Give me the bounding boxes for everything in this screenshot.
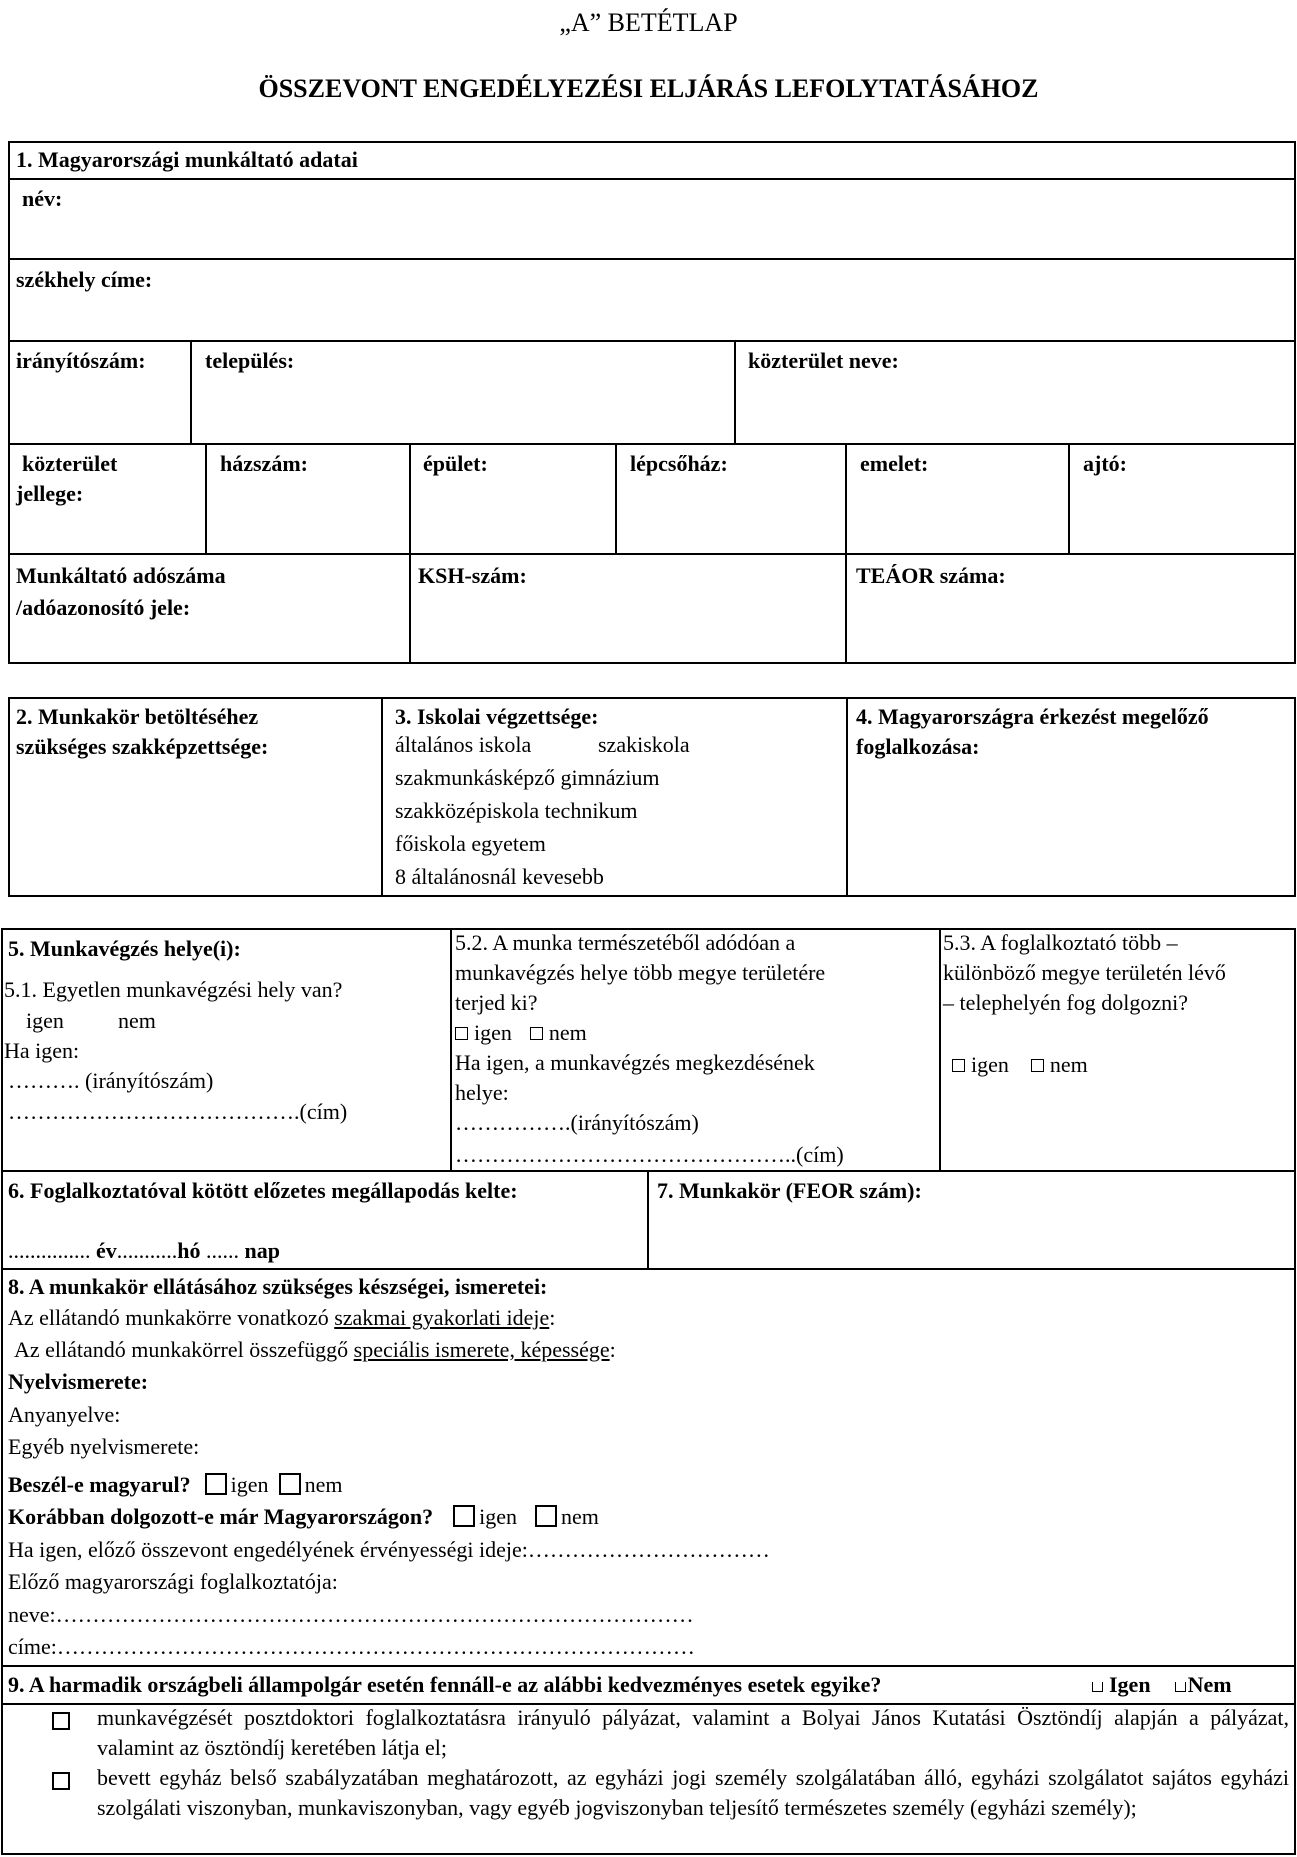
seat-address-field[interactable] bbox=[12, 295, 1292, 338]
street-type-label-2: jellege: bbox=[16, 481, 84, 506]
education-heading: 3. Iskolai végzettsége: bbox=[395, 704, 599, 729]
prior-occupation-label-1: 4. Magyarországra érkezést megelőző bbox=[856, 704, 1209, 729]
date-day-label: nap bbox=[244, 1238, 280, 1263]
single-workplace-no[interactable]: nem bbox=[118, 1008, 156, 1033]
teaor-number-label: TEÁOR száma: bbox=[856, 563, 1006, 588]
date-year-dots: ............... bbox=[8, 1238, 91, 1263]
preferential-no-checkbox[interactable] bbox=[1175, 1682, 1186, 1692]
multi-site-yes-label: igen bbox=[971, 1052, 1009, 1077]
date-day-dots: ...... bbox=[206, 1238, 240, 1263]
previous-employer-address-field[interactable]: címe:…………………………………………………………………………… bbox=[8, 1634, 695, 1659]
worked-in-hungary-question: Korábban dolgozott-e már Magyarországon? bbox=[8, 1504, 434, 1529]
worked-in-hungary-no-checkbox[interactable] bbox=[535, 1505, 557, 1527]
speaks-hungarian-question: Beszél-e magyarul? bbox=[8, 1472, 191, 1497]
multi-site-yes-checkbox[interactable] bbox=[952, 1059, 965, 1072]
multi-county-no-checkbox[interactable] bbox=[530, 1027, 543, 1040]
workplace-heading: 5. Munkavégzés helye(i): bbox=[8, 936, 241, 961]
education-options-row4[interactable]: főiskola egyetem bbox=[395, 831, 546, 856]
zip-label: irányítószám: bbox=[16, 348, 146, 373]
speaks-hungarian-yes-label: igen bbox=[230, 1472, 269, 1497]
single-workplace-yes[interactable]: igen bbox=[26, 1008, 64, 1033]
mother-tongue-label: Anyanyelve: bbox=[8, 1402, 121, 1427]
previous-employer-label: Előző magyarországi foglalkoztatója: bbox=[8, 1569, 338, 1594]
multi-site-no-checkbox[interactable] bbox=[1031, 1059, 1044, 1072]
multi-county-line-5: Ha igen, a munkavégzés megkezdésének bbox=[455, 1050, 815, 1075]
street-type-label-1: közterület bbox=[22, 451, 118, 476]
special-skills-label: Az ellátandó munkakörrel összefüggő speciális ismerete, képessége: bbox=[14, 1337, 616, 1362]
speaks-hungarian-no-label: nem bbox=[304, 1472, 343, 1497]
qualification-label-2: szükséges szakképzettsége: bbox=[16, 734, 269, 759]
education-options-row5[interactable]: 8 általánosnál kevesebb bbox=[395, 864, 604, 889]
date-month-dots: ........... bbox=[116, 1238, 178, 1263]
multi-county-no-label: nem bbox=[548, 1020, 587, 1045]
seat-address-label: székhely címe: bbox=[16, 267, 153, 292]
town-label: település: bbox=[205, 348, 295, 373]
employer-name-field[interactable] bbox=[12, 214, 1292, 256]
multi-site-no-label: nem bbox=[1049, 1052, 1088, 1077]
prior-occupation-label-2: foglalkozása: bbox=[856, 734, 980, 759]
section1-heading: 1. Magyarországi munkáltató adatai bbox=[16, 147, 358, 172]
multi-site-line-2: különböző megye területén lévő bbox=[943, 960, 1226, 985]
multi-county-line-2: munkavégzés helye több megye területére bbox=[455, 960, 826, 985]
worked-in-hungary-yes-checkbox[interactable] bbox=[453, 1505, 475, 1527]
tax-number-label-1: Munkáltató adószáma bbox=[16, 563, 226, 588]
preferential-yes-label: Igen bbox=[1109, 1672, 1151, 1697]
multi-county-line-6: helye: bbox=[455, 1080, 509, 1105]
multi-site-line-3: – telephelyén fog dolgozni? bbox=[943, 990, 1188, 1015]
house-number-label: házszám: bbox=[220, 451, 308, 476]
worked-in-hungary-row bbox=[8, 1502, 599, 1532]
multi-site-options bbox=[948, 1050, 1088, 1080]
qualification-label-1: 2. Munkakör betöltéséhez bbox=[16, 704, 259, 729]
multi-county-yes-checkbox[interactable] bbox=[455, 1027, 468, 1040]
preferential-yes-checkbox[interactable] bbox=[1092, 1682, 1103, 1692]
postdoc-checkbox[interactable] bbox=[52, 1712, 70, 1730]
previous-permit-field[interactable]: Ha igen, előző összevont engedélyének érvényességi ideje:…………………………… bbox=[8, 1537, 770, 1562]
tax-number-label-2: /adóazonosító jele: bbox=[16, 595, 191, 620]
multi-site-line-1: 5.3. A foglalkoztató több – bbox=[943, 930, 1178, 955]
workplace-if-yes: Ha igen: bbox=[4, 1038, 80, 1063]
floor-label: emelet: bbox=[860, 451, 929, 476]
multi-county-address-field[interactable]: ………………………………………..(cím) bbox=[455, 1142, 844, 1167]
worked-in-hungary-no-label: nem bbox=[560, 1504, 599, 1529]
speaks-hungarian-no-checkbox[interactable] bbox=[279, 1473, 301, 1495]
preferential-cases-options bbox=[1088, 1670, 1232, 1700]
building-label: épület: bbox=[423, 451, 488, 476]
postdoc-item-text: munkavégzését posztdoktori foglalkoztatásra irányuló pályázat, valamint a Bolyai János Kutatási Ösztöndíj alapján a pályázat, valamint az ösztöndíj keretében látja el; bbox=[97, 1705, 1289, 1760]
multi-county-options bbox=[455, 1018, 587, 1048]
education-options-row3[interactable]: szakközépiskola technikum bbox=[395, 798, 638, 823]
practice-time-label: Az ellátandó munkakörre vonatkozó szakmai gyakorlati ideje: bbox=[8, 1305, 556, 1330]
worked-in-hungary-yes-label: igen bbox=[479, 1504, 517, 1529]
preferential-cases-heading: 9. A harmadik országbeli állampolgár esetén fennáll-e az alábbi kedvezményes esetek egyike? bbox=[8, 1672, 882, 1697]
multi-county-line-3: terjed ki? bbox=[455, 990, 538, 1015]
multi-county-zip-field[interactable]: …………….(irányítószám) bbox=[455, 1110, 699, 1135]
stairway-label: lépcsőház: bbox=[630, 451, 728, 476]
date-month-label: hó bbox=[177, 1238, 201, 1263]
education-options-row2[interactable]: szakmunkásképző gimnázium bbox=[395, 765, 660, 790]
multi-county-line-1: 5.2. A munka természetéből adódóan a bbox=[455, 930, 796, 955]
other-languages-label: Egyéb nyelvismerete: bbox=[8, 1434, 200, 1459]
speaks-hungarian-row bbox=[8, 1470, 342, 1500]
church-person-checkbox[interactable] bbox=[52, 1772, 70, 1790]
door-label: ajtó: bbox=[1083, 451, 1127, 476]
multi-county-yes-label: igen bbox=[474, 1020, 512, 1045]
education-option-primary[interactable]: általános iskola bbox=[395, 732, 532, 757]
skills-heading: 8. A munkakör ellátásához szükséges készségei, ismeretei: bbox=[8, 1274, 548, 1299]
previous-employer-name-field[interactable]: neve:…………………………………………………………………………… bbox=[8, 1602, 694, 1627]
agreement-date-heading: 6. Foglalkoztatóval kötött előzetes megállapodás kelte: bbox=[8, 1178, 518, 1203]
form-title: „A” BETÉTLAP bbox=[559, 8, 738, 37]
education-option-vocational[interactable]: szakiskola bbox=[598, 732, 690, 757]
employer-name-label: név: bbox=[22, 186, 63, 211]
speaks-hungarian-yes-checkbox[interactable] bbox=[205, 1473, 227, 1495]
street-name-label: közterület neve: bbox=[748, 348, 899, 373]
feor-heading: 7. Munkakör (FEOR szám): bbox=[657, 1178, 922, 1203]
preferential-no-label: Nem bbox=[1187, 1672, 1232, 1697]
language-heading: Nyelvismerete: bbox=[8, 1369, 149, 1394]
ksh-number-label: KSH-szám: bbox=[418, 563, 527, 588]
workplace-address-field[interactable]: ………………………………….(cím) bbox=[8, 1099, 348, 1124]
workplace-zip-field[interactable]: ………. (irányítószám) bbox=[8, 1068, 214, 1093]
form-subtitle: ÖSSZEVONT ENGEDÉLYEZÉSI ELJÁRÁS LEFOLYTATÁSÁHOZ bbox=[258, 74, 1039, 103]
agreement-date-field[interactable] bbox=[8, 1236, 280, 1266]
church-person-item-text: bevett egyház belső szabályzatában meghatározott, az egyházi jogi személy szolgálatában álló, egyházi szolgálatot sajátos egyházi szolgálati viszonyban, munkaviszonyban, vagy egyéb jogviszonyban teljesítő természetes személy (egyházi személy); bbox=[97, 1765, 1289, 1820]
single-workplace-question: 5.1. Egyetlen munkavégzési hely van? bbox=[4, 977, 343, 1002]
date-year-label: év bbox=[96, 1238, 117, 1263]
